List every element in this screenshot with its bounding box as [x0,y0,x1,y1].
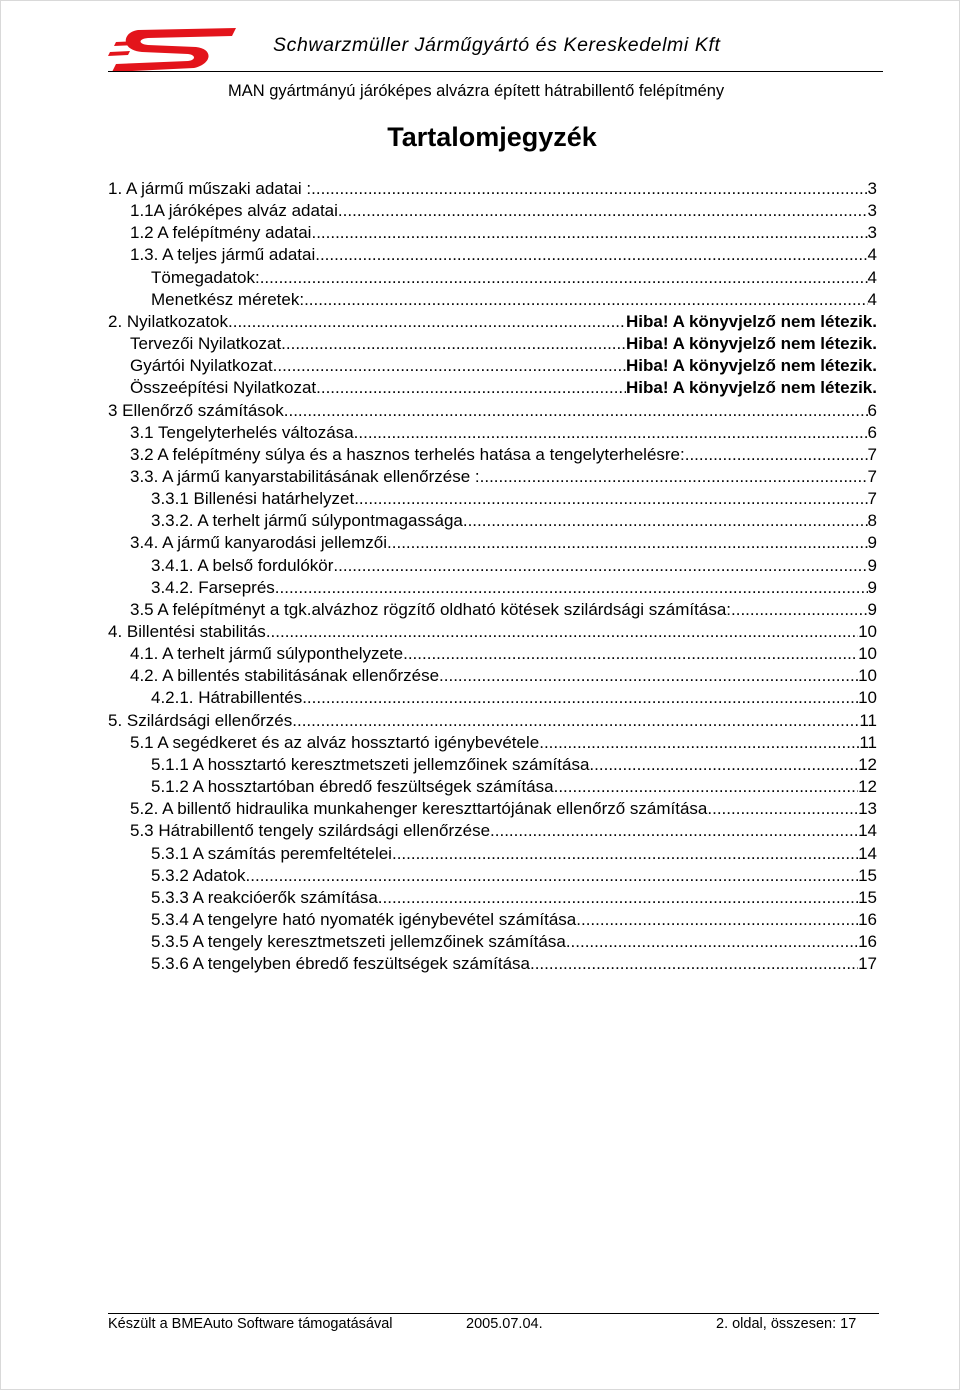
toc-entry-label: Összeépítési Nyilatkozat [130,378,317,398]
page-title: Tartalomjegyzék [387,122,597,152]
toc-entry-page: 13 [858,799,877,819]
toc-entry[interactable] [151,510,877,532]
toc-entry[interactable] [130,222,877,244]
footer-page-info: 2. oldal, összesen: 17 [716,1316,857,1332]
toc-entry-label: 1.3. A teljes jármű adatai [130,245,316,265]
toc-dot-leader [354,488,867,510]
toc-dot-leader [246,865,859,887]
toc-entry-label: 3.1 Tengelyterhelés változása [130,422,354,442]
toc-dot-leader [315,244,867,266]
toc-entry[interactable] [151,887,877,909]
toc-entry-page: 15 [858,887,877,907]
toc-dot-leader [311,222,867,244]
toc-dot-leader [354,422,868,444]
toc-dot-leader [589,754,858,776]
toc-entry-label: 2. Nyilatkozatok [108,311,228,331]
toc-entry[interactable] [108,621,877,643]
toc-entry-label: Gyártói Nyilatkozat [130,356,273,376]
toc-entry[interactable] [130,466,877,488]
toc-dot-leader [576,909,858,931]
toc-entry[interactable] [151,488,877,510]
toc-dot-leader [463,510,868,532]
toc-entry[interactable] [108,400,877,422]
toc-entry[interactable] [151,754,877,776]
toc-entry-error: Hiba! A könyvjelző nem létezik. [626,356,877,376]
toc-dot-leader [316,377,626,399]
toc-entry-label: 4.2.1. Hátrabillentés [151,688,303,708]
footer-credit: Készült a BMEAuto Software támogatásával [108,1316,393,1332]
toc-entry-page: 4 [867,245,877,265]
toc-entry[interactable] [151,931,877,953]
toc-entry-label: 3 Ellenőrző számítások [108,400,284,420]
toc-entry-page: 9 [867,577,877,597]
toc-entry-page: 10 [858,644,877,664]
toc-entry[interactable] [151,289,877,311]
toc-dot-leader [731,599,868,621]
toc-entry-label: Tömegadatok: [151,267,260,287]
toc-entry-page: 9 [867,533,877,553]
toc-dot-leader [338,200,868,222]
toc-entry-page: 7 [867,489,877,509]
toc-entry-page: 4 [867,289,877,309]
toc-dot-leader [685,444,868,466]
toc-entry-page: 16 [858,932,877,952]
toc-entry-label: 4. Billentési stabilitás [108,622,266,641]
toc-entry[interactable] [151,577,877,599]
toc-entry-page: 7 [867,444,877,464]
toc-entry-page: 3 [867,179,877,198]
toc-entry-label: 3.3. A jármű kanyarstabilitásának ellenőrzése : [130,466,480,486]
toc-entry-label: 5.2. A billentő hidraulika munkahenger kereszttartójának ellenőrző számítása. [130,799,713,819]
toc-entry[interactable] [108,178,877,200]
toc-entry-label: 3.3.1 Billenési határhelyzet [151,489,355,509]
header-divider [108,71,883,72]
toc-entry[interactable] [130,444,877,466]
toc-entry-page: 12 [858,777,877,797]
toc-entry-page: 8 [867,511,877,531]
toc-entry-page: 6 [867,400,877,420]
toc-entry[interactable] [130,665,877,687]
toc-entry-page: 14 [858,821,877,841]
toc-dot-leader [292,710,859,732]
toc-entry-page: 16 [858,909,877,929]
toc-entry-page: 3 [867,223,877,243]
toc-entry-page: 12 [858,754,877,774]
toc-dot-leader [403,643,858,665]
toc-entry-label: 5.1.2 A hossztartóban ébredő feszültségek számítása [151,777,554,797]
toc-dot-leader [480,466,868,488]
toc-entry[interactable] [130,244,877,266]
toc-entry-label: 1.1A járóképes alváz adatai [130,201,338,221]
toc-dot-leader [530,953,858,975]
toc-entry-page: 10 [858,666,877,686]
toc-entry[interactable] [151,843,877,865]
toc-entry-page: 9 [867,555,877,575]
toc-entry-label: 5.3.1 A számítás peremfeltételei [151,843,392,863]
toc-dot-leader [387,532,868,554]
toc-entry-label: 3.4.2. Farseprés [151,577,275,597]
toc-entry-page: 17 [858,954,877,974]
toc-dot-leader [378,887,858,909]
toc-entry[interactable] [130,200,877,222]
toc-dot-leader [228,311,626,333]
toc-entry-label: 5.1.1 A hossztartó keresztmetszeti jellemzőinek számítása [151,754,590,774]
toc-entry-label: 1. A jármű műszaki adatai : [108,179,312,198]
toc-entry[interactable] [151,555,877,577]
toc-entry-label: 3.4. A jármű kanyarodási jellemzői [130,533,388,553]
toc-entry[interactable] [151,953,877,975]
toc-entry-label: 5.3.2 Adatok [151,865,246,885]
toc-entry[interactable] [151,909,877,931]
toc-entry[interactable] [108,710,877,732]
toc-entry[interactable] [130,532,877,554]
toc-entry-label: 3.3.2. A terhelt jármű súlypontmagassága [151,511,463,531]
toc-entry-label: 5.3.4 A tengelyre ható nyomaték igénybevétel számítása [151,909,577,929]
footer-date: 2005.07.04. [466,1316,543,1332]
toc-dot-leader [444,665,858,687]
toc-entry[interactable] [130,820,877,842]
toc-entry-label: 5.3 Hátrabillentő tengely szilárdsági ellenőrzése. [130,821,495,841]
toc-dot-leader [260,267,868,289]
footer-divider [108,1313,879,1314]
toc-entry-label: Tervezői Nyilatkozat [130,334,282,354]
toc-dot-leader [275,577,868,599]
toc-entry-page: 10 [858,688,877,708]
toc-dot-leader [333,555,867,577]
toc-entry-page: 3 [867,201,877,221]
toc-entry-page: 6 [867,422,877,442]
toc-entry[interactable] [151,865,877,887]
toc-dot-leader [566,931,858,953]
schwarzmuller-logo [108,22,238,74]
toc-entry-error: Hiba! A könyvjelző nem létezik. [626,311,877,331]
toc-entry-label: 4.1. A terhelt jármű súlyponthelyzete [130,644,404,664]
toc-entry-page: 11 [859,732,877,752]
toc-entry-label: 5.3.5 A tengely keresztmetszeti jellemzőinek számítása [151,932,566,952]
toc-entry[interactable] [130,422,877,444]
toc-dot-leader [266,621,858,643]
toc-dot-leader [273,355,626,377]
toc-entry[interactable] [130,599,877,621]
toc-entry-page: 14 [858,843,877,863]
toc-entry[interactable] [130,355,877,377]
toc-entry[interactable] [108,311,877,333]
toc-entry-label: 1.2 A felépítmény adatai [130,223,312,243]
toc-dot-leader [281,333,626,355]
toc-entry[interactable] [130,377,877,399]
document-subtitle: MAN gyártmányú járóképes alvázra épített hátrabillentő felépítmény [228,82,725,100]
toc-entry[interactable] [151,267,877,289]
toc-entry[interactable] [130,732,877,754]
toc-entry-label: 3.2 A felépítmény súlya és a hasznos terhelés hatása a tengelyterhelésre: [130,444,685,464]
toc-entry-page: 4 [867,267,877,287]
toc-entry[interactable] [130,798,877,820]
toc-entry-page: 11 [859,710,877,730]
toc-entry-label: 4.2. A billentés stabilitásának ellenőrzése. [130,666,444,686]
toc-entry-label: 3.5 A felépítményt a tgk.alvázhoz rögzítő oldható kötések szilárdsági számítása: [130,599,731,619]
toc-dot-leader [284,400,868,422]
toc-entry-label: 5. Szilárdsági ellenőrzés [108,710,293,730]
toc-entry-label: 5.3.3 A reakcióerők számítása [151,887,378,907]
toc-entry-page: 10 [858,622,877,641]
toc-entry[interactable] [151,687,877,709]
toc-dot-leader [302,687,858,709]
toc-dot-leader [539,732,859,754]
toc-dot-leader [392,843,858,865]
toc-dot-leader [304,289,867,311]
toc-dot-leader [311,178,867,200]
toc-dot-leader [554,776,858,798]
toc-dot-leader [495,820,858,842]
toc-entry-page: 15 [858,865,877,885]
toc-entry-page: 9 [867,599,877,619]
toc-entry-label: Menetkész méretek: [151,289,305,309]
toc-entry[interactable] [130,643,877,665]
toc-entry-label: 5.1 A segédkeret és az alváz hossztartó igénybevétele [130,732,540,752]
toc-entry[interactable] [151,776,877,798]
toc-entry[interactable] [130,333,877,355]
company-name: Schwarzmüller Járműgyártó és Kereskedelmi Kft [273,34,721,56]
toc-entry-label: 3.4.1. A belső fordulókör [151,555,334,575]
toc-entry-error: Hiba! A könyvjelző nem létezik. [626,378,877,398]
toc-entry-error: Hiba! A könyvjelző nem létezik. [626,334,877,354]
toc-entry-page: 7 [867,466,877,486]
toc-dot-leader [712,798,858,820]
toc-entry-label: 5.3.6 A tengelyben ébredő feszültségek számítása [151,954,530,974]
